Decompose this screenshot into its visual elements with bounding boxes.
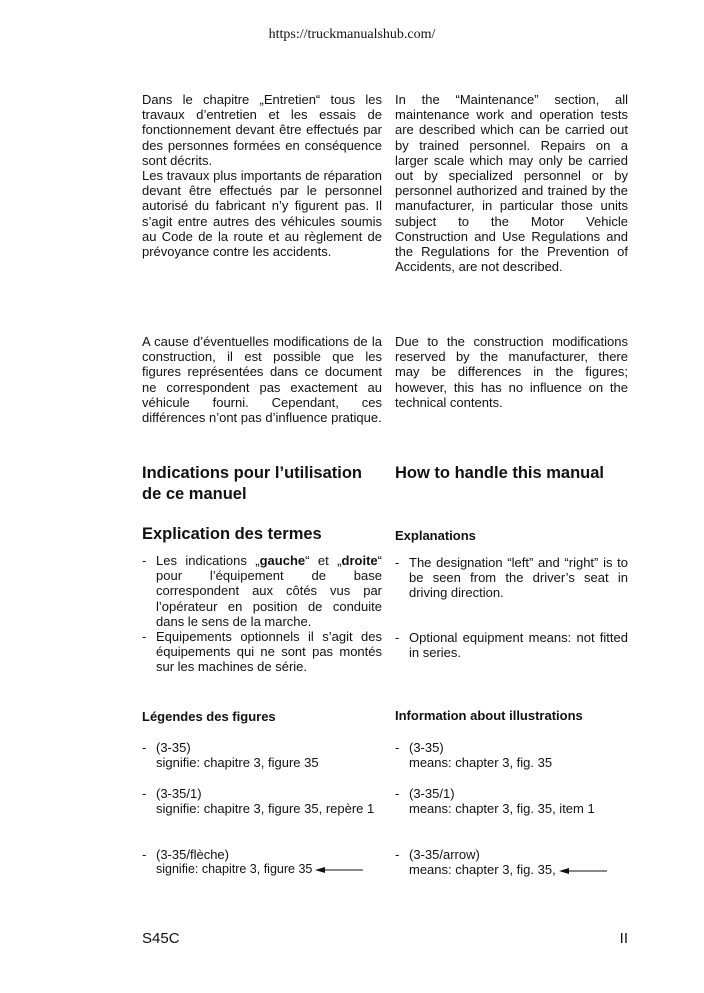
explanations-title-en: Explanations: [395, 528, 476, 543]
footer-page-number: II: [619, 930, 628, 947]
modifications-en: Due to the construction modifications reserved by the manufacturer, there may be differences in the figures; however, this has no influence on the technical contents.: [395, 334, 628, 410]
explanation-fr-item-1: - Les indications „gauche“ et „droite“ pour l’équipement de base correspondent aux côtés vus par l’opérateur en position de conduite dans le sens de la marche.: [142, 553, 382, 629]
illustration-en-item-2: - (3-35/1) means: chapter 3, fig. 35, item 1: [395, 786, 635, 816]
arrow-icon: [559, 867, 607, 875]
explanations-en-2: [395, 630, 628, 660]
illustration-en-item-1: - (3-35) means: chapter 3, fig. 35: [395, 740, 628, 770]
explanation-en-item-2: - Optional equipment means: not fitted in series.: [395, 630, 628, 660]
illustration-fr-item-2: - (3-35/1) signifie: chapitre 3, figure 35, repère 1: [142, 786, 382, 816]
modifications-fr: A cause d’éventuelles modifications de la construction, il est possible que les figures représentées dans ce document ne correspondent pas exactement au véhicule fourni. Cependant, ces différences n’ont pas d’influence pratique.: [142, 334, 382, 426]
explanation-fr-item-2: - Equipements optionnels il s’agit des équipements qui ne sont pas montés sur les machines de série.: [142, 629, 382, 675]
arrow-icon: [315, 866, 363, 874]
source-url: https://truckmanualshub.com/: [268, 27, 436, 42]
illustration-en-item-3: - (3-35/arrow) means: chapter 3, fig. 35,: [395, 847, 640, 877]
handling-title-en: How to handle this manual: [395, 464, 605, 482]
intro-fr: [142, 92, 382, 259]
footer-model: S45C: [142, 930, 180, 947]
illustration-fr-item-1: - (3-35) signifie: chapitre 3, figure 35: [142, 740, 382, 770]
explanations-en: [395, 555, 628, 601]
intro-fr-paragraph-2: Les travaux plus importants de réparation devant être effectués par le personnel autorisé du fabricant n’y figurent pas. Il s’agit entre autres des véhicules soumis au Code de la route et au règlement de prévoyance contre les accidents.: [142, 168, 382, 260]
illustration-fr-item-3: - (3-35/flèche) signifie: chapitre 3, figure 35: [142, 847, 402, 877]
explanations-fr: [142, 553, 382, 675]
handling-title-fr: Indications pour l’utilisation de ce manuel: [142, 464, 363, 503]
explanation-en-item-1: - The designation “left” and “right” is to be seen from the driver’s seat in driving direction.: [395, 555, 628, 601]
explanations-title-fr: Explication des termes: [142, 525, 322, 543]
intro-fr-paragraph-1: Dans le chapitre „Entretien“ tous les travaux d’entretien et les essais de fonctionnement devant être effectués par des personnes formées en conséquence sont décrits.: [142, 92, 382, 168]
intro-en: In the “Maintenance” section, all maintenance work and operation tests are described which can be carried out by trained personnel. Repairs on a larger scale which may only be carried out by specialized personnel or by personnel authorized and trained by the manufacturer, in particular those units subject to the Motor Vehicle Construction and Use Regulations and the Regulations for the Prevention of Accidents, are not described.: [395, 92, 628, 275]
illustrations-title-en: Information about illustrations: [395, 708, 583, 723]
illustrations-title-fr: Légendes des figures: [142, 709, 276, 724]
